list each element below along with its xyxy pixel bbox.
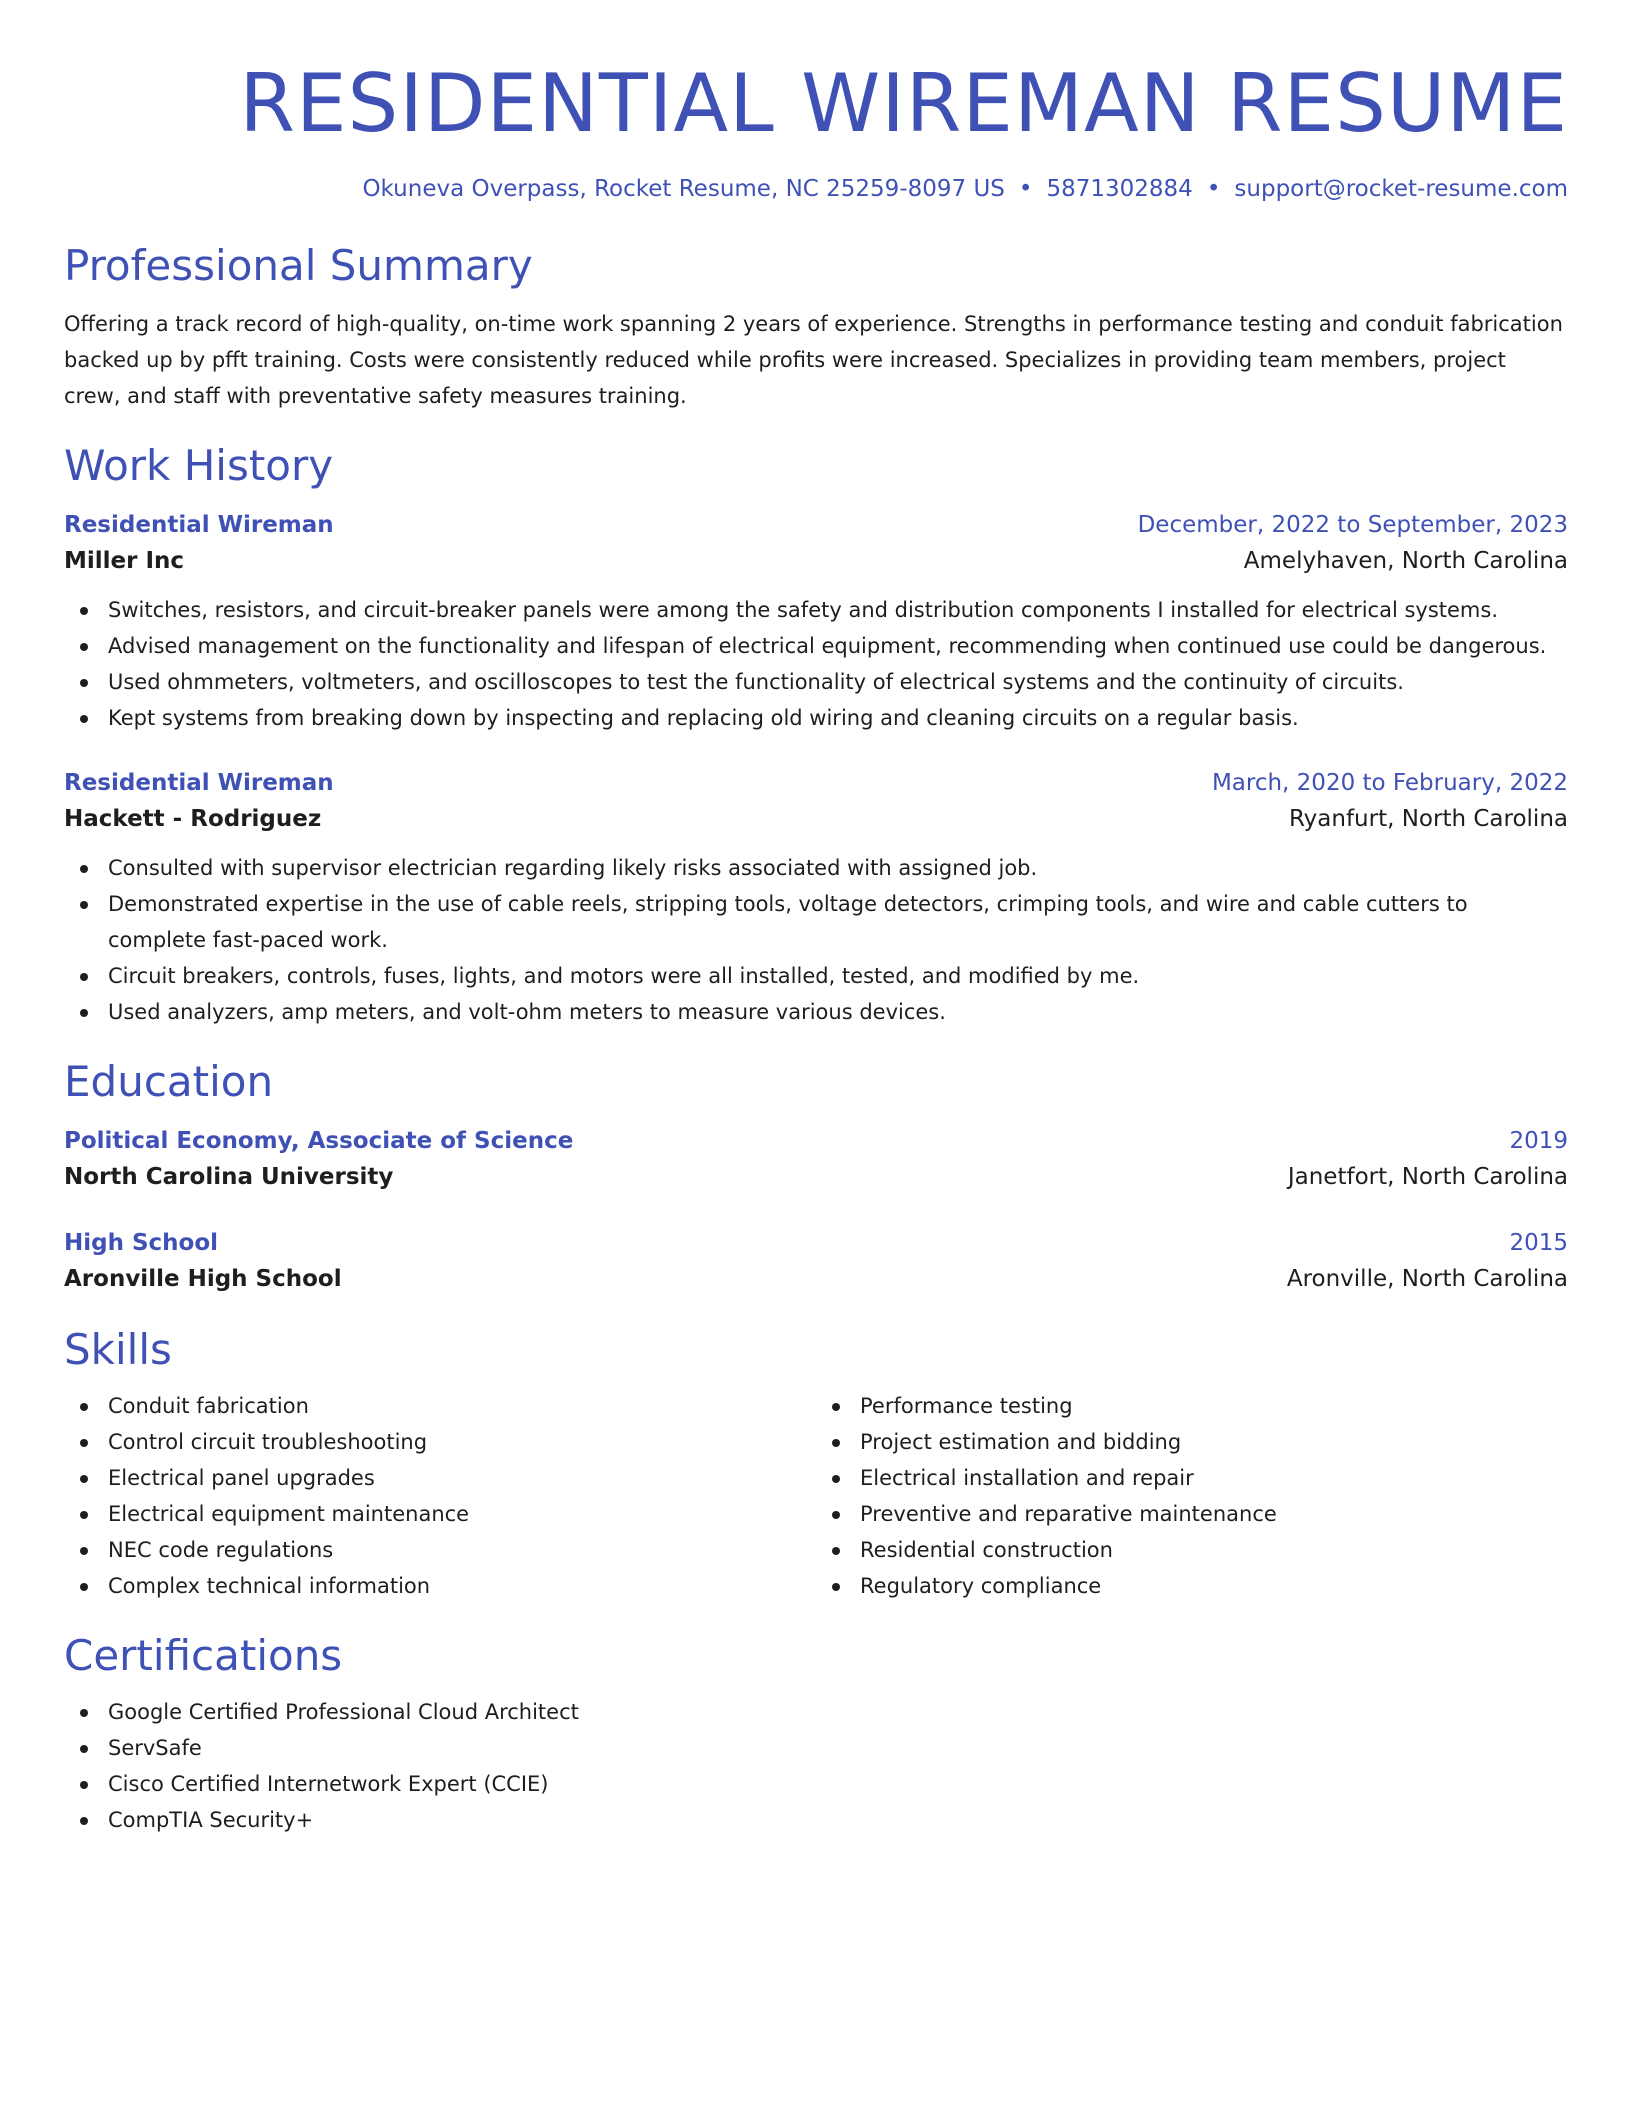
- skill-item: Performance testing: [816, 1388, 1568, 1424]
- degree-name: High School: [64, 1230, 219, 1256]
- job-entry: [64, 508, 1568, 736]
- skill-item: Control circuit troubleshooting: [64, 1424, 816, 1460]
- job-location: Ryanfurt, North Carolina: [1288, 806, 1568, 832]
- school-name: North Carolina University: [64, 1164, 394, 1190]
- certifications-list: [64, 1694, 1568, 1838]
- skill-item: Conduit fabrication: [64, 1388, 816, 1424]
- skill-item: Project estimation and bidding: [816, 1424, 1568, 1460]
- summary-section: [64, 240, 1568, 414]
- education-entry: [64, 1226, 1568, 1298]
- summary-text: Offering a track record of high-quality, on-time work spanning 2 years of experience. Strengths in performance testing and conduit fabrication backed up by pfft training. Costs were consistently reduced while profits were increased. Specializes in providing team members, project crew, and staff with preventative safety measures training.: [64, 312, 1563, 408]
- graduation-year: 2019: [1509, 1128, 1568, 1154]
- certifications-section: [64, 1630, 1568, 1838]
- skills-list-right: [816, 1388, 1568, 1604]
- skill-item: Complex technical information: [64, 1568, 816, 1604]
- graduation-year: 2015: [1509, 1230, 1568, 1256]
- school-location: Janetfort, North Carolina: [1287, 1164, 1568, 1190]
- resume-header: [64, 56, 1568, 204]
- education-entry: [64, 1124, 1568, 1196]
- skill-item: Residential construction: [816, 1532, 1568, 1568]
- education-section: [64, 1056, 1568, 1298]
- job-duty: Demonstrated expertise in the use of cable reels, stripping tools, voltage detectors, crimping tools, and wire and cable cutters to complete fast-paced work.: [64, 886, 1568, 958]
- job-company: Hackett - Rodriguez: [64, 806, 322, 832]
- contact-phone: 5871302884: [1046, 176, 1193, 202]
- job-duty: Switches, resistors, and circuit-breaker panels were among the safety and distribution components I installed for electrical systems.: [64, 592, 1568, 628]
- degree-name: Political Economy, Associate of Science: [64, 1128, 574, 1154]
- job-entry: [64, 766, 1568, 1030]
- job-duty: Circuit breakers, controls, fuses, lights, and motors were all installed, tested, and modified by me.: [64, 958, 1568, 994]
- job-title: Residential Wireman: [64, 770, 334, 796]
- contact-email[interactable]: support@rocket-resume.com: [1234, 176, 1568, 202]
- job-duty: Consulted with supervisor electrician regarding likely risks associated with assigned job.: [64, 850, 1568, 886]
- school-location: Aronville, North Carolina: [1286, 1266, 1568, 1292]
- certification-item: Cisco Certified Internetwork Expert (CCIE): [64, 1766, 1568, 1802]
- certification-item: ServSafe: [64, 1730, 1568, 1766]
- job-title: Residential Wireman: [64, 512, 334, 538]
- skills-list-left: [64, 1388, 816, 1604]
- certification-item: CompTIA Security+: [64, 1802, 1568, 1838]
- skills-section: [64, 1324, 1568, 1604]
- work-history-section: [64, 440, 1568, 1030]
- contact-address: Okuneva Overpass, Rocket Resume, NC 25259-8097 US: [362, 176, 1005, 202]
- job-location: Amelyhaven, North Carolina: [1243, 548, 1568, 574]
- job-duties-list: [64, 850, 1568, 1030]
- certifications-heading: Certifications: [64, 1631, 343, 1680]
- job-duty: Used ohmmeters, voltmeters, and oscilloscopes to test the functionality of electrical systems and the continuity of circuits.: [64, 664, 1568, 700]
- job-duty: Used analyzers, amp meters, and volt-ohm meters to measure various devices.: [64, 994, 1568, 1030]
- job-duties-list: [64, 592, 1568, 736]
- resume-title: RESIDENTIAL WIREMAN RESUME: [239, 57, 1568, 150]
- job-duty: Kept systems from breaking down by inspecting and replacing old wiring and cleaning circuits on a regular basis.: [64, 700, 1568, 736]
- skills-grid: [64, 1384, 1568, 1604]
- skill-item: Electrical panel upgrades: [64, 1460, 816, 1496]
- skill-item: Electrical equipment maintenance: [64, 1496, 816, 1532]
- job-duty: Advised management on the functionality and lifespan of electrical equipment, recommending when continued use could be dangerous.: [64, 628, 1568, 664]
- work-history-heading: Work History: [64, 441, 334, 490]
- certification-item: Google Certified Professional Cloud Architect: [64, 1694, 1568, 1730]
- education-heading: Education: [64, 1057, 274, 1106]
- job-dates: December, 2022 to September, 2023: [1137, 512, 1568, 538]
- summary-heading: Professional Summary: [64, 241, 533, 290]
- job-company: Miller Inc: [64, 548, 185, 574]
- skills-heading: Skills: [64, 1325, 172, 1374]
- contact-separator: •: [1206, 176, 1221, 202]
- job-dates: March, 2020 to February, 2022: [1211, 770, 1568, 796]
- skill-item: Electrical installation and repair: [816, 1460, 1568, 1496]
- skill-item: Preventive and reparative maintenance: [816, 1496, 1568, 1532]
- contact-line: [64, 174, 1568, 204]
- contact-separator: •: [1018, 176, 1033, 202]
- skill-item: Regulatory compliance: [816, 1568, 1568, 1604]
- skill-item: NEC code regulations: [64, 1532, 816, 1568]
- school-name: Aronville High School: [64, 1266, 342, 1292]
